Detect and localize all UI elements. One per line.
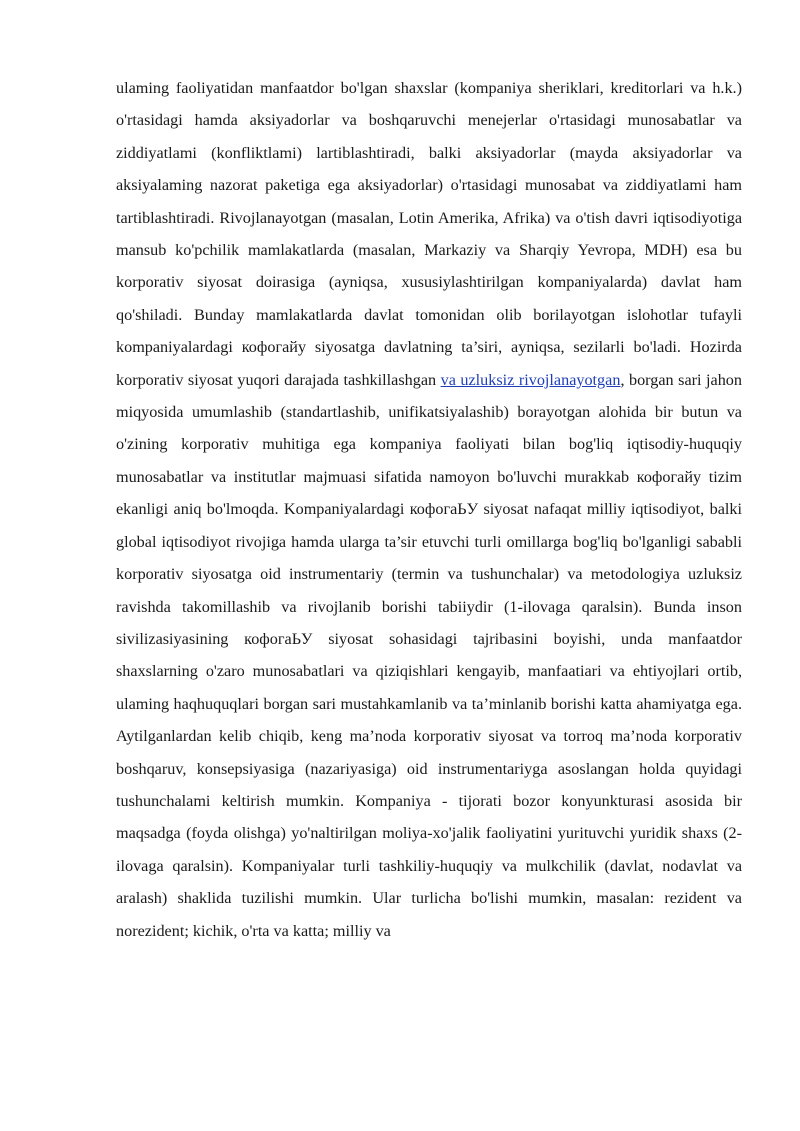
body-paragraph — [116, 72, 742, 947]
hyperlink-uzluksiz-rivojlanayotgan[interactable]: va uzluksiz rivojlanayotgan — [440, 370, 621, 389]
paragraph-text-before-link: ulaming faoliyatidan manfaatdor bo'lgan shaxslar (kompaniya sheriklari, kreditorlari va h.k.) o'rtasidagi hamda aksiyadorlar va boshqaruvchi menejerlar o'rtasidagi munosabatlar va ziddiyatlami (konfliktlami) lartiblashtiradi, balki aksiyadorlar (mayda aksiyadorlar va aksiyalaming nazorat paketiga ega aksiyadorlar) o'rtasidagi munosabat va ziddiyatlami ham tartiblashtiradi. Rivojlanayotgan (masalan, Lotin Amerika, Afrika) va o'tish davri iqtisodiyotiga mansub ko'pchilik mamlakatlarda (masalan, Markaziy va Sharqiy Yevropa, MDH) esa bu korporativ siyosat doirasiga (ayniqsa, xususiylashtirilgan kompaniyalarda) davlat ham qo'shiladi. Bunday mamlakatlarda davlat tomonidan olib borilayotgan islohotlar tufayli kompaniyalardagi кофогайу siyosatga davlatning ta’siri, ayniqsa, sezilarli bo'ladi. Hozirda korporativ siyosat yuqori darajada tashkillashgan — [116, 79, 742, 389]
document-page — [116, 72, 742, 947]
paragraph-text-after-link: , borgan sari jahon miqyosida umumlashib (standartlashib, unifikatsiyalashib) borayotgan alohida bir butun va o'zining korporativ muhitiga ega kompaniya faoliyati bilan bog'liq iqtisodiy-huquqiy munosabatlar va institutlar majmuasi sifatida namoyon bo'luvchi murakkab кофогайу tizim ekanligi aniq bo'lmoqda. Kompaniyalardagi кофогаЬУ siyosat nafaqat milliy iqtisodiyot, balki global iqtisodiyot rivojiga hamda ularga ta’sir etuvchi turli omillarga bog'liq bo'lganligi sababli korporativ siyosatga oid instrumentariy (termin va tushunchalar) va metodologiya uzluksiz ravishda takomillashib va rivojlanib borishi tabiiydir (1-ilovaga qaralsin). Bunda inson sivilizasiyasining кофогаЬУ siyosat sohasidagi tajribasini boyishi, unda manfaatdor shaxslarning o'zaro munosabatlari va qiziqishlari kengayib, manfaatiari va ehtiyojlari ortib, ulaming haqhuquqlari borgan sari mustahkamlanib va ta’minlanib borishi katta ahamiyatga ega. Aytilganlardan kelib chiqib, keng ma’noda korporativ siyosat va torroq ma’noda korporativ boshqaruv, konsepsiyasiga (nazariyasiga) oid instrumentariyga asoslangan holda quyidagi tushunchalami keltirish mumkin. Kompaniya - tijorati bozor konyunkturasi asosida bir maqsadga (foyda olishga) yo'naltirilgan moliya-xo'jalik faoliyatini yurituvchi yuridik shaxs (2-ilovaga qaralsin). Kompaniyalar turli tashkiliy-huquqiy va mulkchilik (davlat, nodavlat va aralash) shaklida tuzilishi mumkin. Ular turlicha bo'lishi mumkin, masalan: rezident va norezident; kichik, o'rta va katta; milliy va — [116, 370, 742, 940]
